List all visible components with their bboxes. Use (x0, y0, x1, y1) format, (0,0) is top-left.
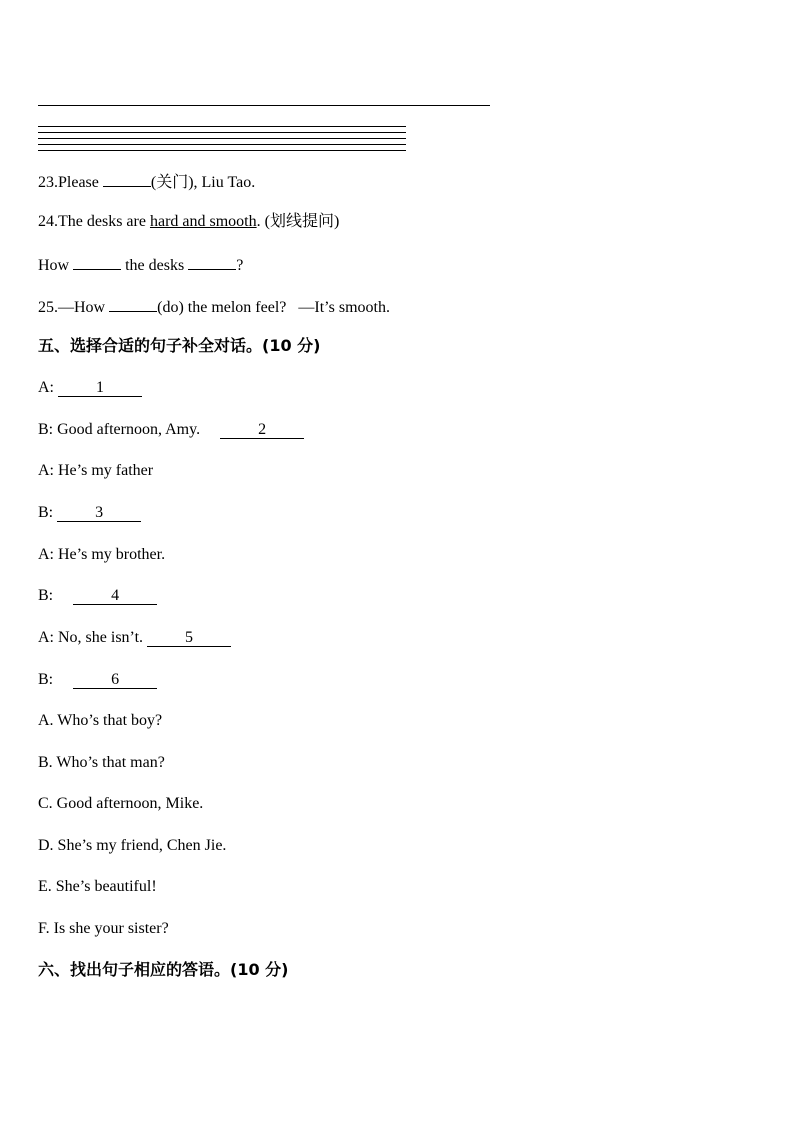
option-b: B. Who’s that man? (38, 754, 165, 771)
speaker: A: (38, 629, 54, 646)
answer-line (38, 126, 406, 127)
answer-blank[interactable]: 6 (73, 672, 157, 689)
speaker: A: (38, 379, 54, 396)
question-24 (38, 212, 339, 232)
question-25 (38, 295, 390, 318)
section-heading: 六、找出句子相应的答语。(10 分) (38, 960, 289, 979)
dialogue-line (38, 586, 157, 606)
question-text: How (38, 257, 70, 274)
answer-blank[interactable]: 4 (73, 588, 157, 605)
dialogue-text: Good afternoon, Amy. (57, 421, 201, 438)
fill-blank[interactable] (109, 295, 157, 312)
option-a: A. Who’s that boy? (38, 712, 163, 729)
dialogue-line (38, 461, 153, 481)
answer-blank[interactable]: 5 (147, 630, 231, 647)
question-24-answer-line (38, 253, 243, 276)
answer-line (38, 138, 406, 139)
answer-blank[interactable]: 3 (57, 505, 141, 522)
answer-line (38, 150, 406, 151)
dialogue-text: He’s my father (58, 462, 154, 479)
option-c: C. Good afternoon, Mike. (38, 795, 204, 812)
question-text: Please (58, 174, 99, 191)
fill-blank[interactable] (188, 253, 236, 270)
answer-line (38, 105, 490, 106)
speaker: B: (38, 587, 54, 604)
dialogue-line (38, 545, 165, 565)
dialogue-line (38, 503, 141, 523)
answer-line (38, 132, 406, 133)
question-number: 23. (38, 174, 58, 191)
question-23 (38, 170, 255, 193)
speaker: B: (38, 421, 54, 438)
dialogue-line (38, 670, 157, 690)
question-text: . (划线提问) (256, 213, 340, 230)
question-text: (do) the melon feel? (157, 299, 287, 316)
answer-line (38, 144, 406, 145)
option-d: D. She’s my friend, Chen Jie. (38, 837, 227, 854)
question-number: 25. (38, 299, 58, 316)
dialogue-text: No, she isn’t. (58, 629, 144, 646)
question-number: 24. (38, 213, 58, 230)
section-heading: 五、选择合适的句子补全对话。(10 分) (38, 336, 321, 355)
speaker: B: (38, 671, 54, 688)
option-f: F. Is she your sister? (38, 920, 169, 937)
dialogue-line (38, 628, 231, 648)
question-text: The desks are (58, 213, 146, 230)
option-e: E. She’s beautiful! (38, 878, 157, 895)
answer-blank[interactable]: 1 (58, 380, 142, 397)
answer-blank[interactable]: 2 (220, 422, 304, 439)
dialogue-line (38, 378, 142, 398)
speaker: A: (38, 546, 54, 563)
speaker: A: (38, 462, 54, 479)
question-text: —How (58, 299, 106, 316)
question-text: —It’s smooth. (298, 299, 390, 316)
dialogue-text: He’s my brother. (58, 546, 166, 563)
dialogue-line (38, 420, 304, 440)
question-text: ? (236, 257, 244, 274)
speaker: B: (38, 504, 54, 521)
fill-blank[interactable] (73, 253, 121, 270)
question-text: the desks (125, 257, 185, 274)
underlined-phrase: hard and smooth (149, 213, 257, 230)
question-text: (关门), Liu Tao. (150, 174, 256, 191)
fill-blank[interactable] (103, 170, 151, 187)
